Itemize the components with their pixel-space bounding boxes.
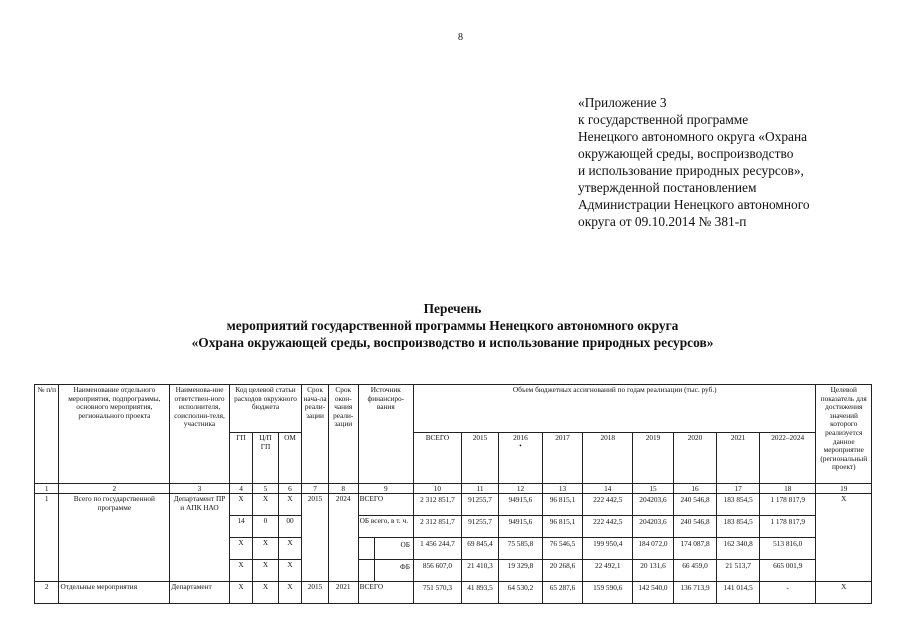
cell-value: 69 845,4	[461, 538, 498, 560]
cell-value: 222 442,5	[583, 516, 633, 538]
cell-value: 76 546,5	[542, 538, 582, 560]
cell-value: 665 001,9	[759, 560, 816, 582]
column-index: 9	[358, 484, 413, 494]
cell-value: -	[759, 582, 816, 604]
cell-value: 162 340,8	[717, 538, 760, 560]
cell-gp: 14	[229, 516, 252, 538]
cell-value: 141 014,5	[717, 582, 760, 604]
column-index: 4	[229, 484, 252, 494]
title-line: «Охрана окружающей среды, воспроизводство и использование природных ресурсов»	[191, 335, 714, 350]
cell-value: 199 950,4	[583, 538, 633, 560]
cell-value: 64 530,2	[499, 582, 543, 604]
column-index: 15	[633, 484, 673, 494]
cell-value: 1 178 817,9	[759, 516, 816, 538]
column-index: 11	[461, 484, 498, 494]
cell-value: 21 410,3	[461, 560, 498, 582]
header-year-2022-2024: 2022–2024	[759, 433, 816, 484]
cell-value: 222 442,5	[583, 494, 633, 516]
row-num: 2	[35, 582, 59, 604]
indent-divider	[374, 560, 375, 581]
cell-value: 94915,6	[499, 516, 543, 538]
cell-value: 856 607,0	[413, 560, 461, 582]
column-index: 8	[328, 484, 358, 494]
header-end: Срок окон-чания реали-зации	[328, 385, 358, 484]
appendix-line: окружающей среды, воспроизводство	[578, 146, 794, 161]
header-budget-code: Код целевой статьи расходов окружного бюджета	[229, 385, 301, 433]
cell-value: 19 329,8	[499, 560, 543, 582]
cell-value: 91255,7	[461, 516, 498, 538]
cell-value: 159 590,6	[583, 582, 633, 604]
column-index: 2	[59, 484, 170, 494]
cell-value: 136 713,9	[673, 582, 717, 604]
header-year-2019: 2019	[633, 433, 673, 484]
row-num: 1	[35, 494, 59, 582]
appendix-line: округа от 09.10.2014 № 381-п	[578, 214, 747, 229]
cell-value: 20 131,6	[633, 560, 673, 582]
cell-value: 65 287,6	[542, 582, 582, 604]
column-index: 1	[35, 484, 59, 494]
header-year-total: ВСЕГО	[413, 433, 461, 484]
row-name: Всего по государственной программе	[59, 494, 170, 582]
header-executor: Наименова-ние ответствен-ного исполнителя, соисполни-теля, участника	[170, 385, 230, 484]
header-year-2017: 2017	[542, 433, 582, 484]
indent-divider	[374, 538, 375, 559]
row-end: 2021	[328, 582, 358, 604]
appendix-line: Ненецкого автономного округа «Охрана	[578, 129, 808, 144]
header-cgp: Ц/П ГП	[253, 433, 279, 484]
page-number: 8	[458, 32, 463, 43]
column-index: 19	[816, 484, 872, 494]
cell-gp: Х	[229, 582, 252, 604]
cell-value: 66 459,0	[673, 560, 717, 582]
column-index: 13	[542, 484, 582, 494]
row-start: 2015	[302, 494, 329, 582]
row-end: 2024	[328, 494, 358, 582]
column-index: 7	[302, 484, 329, 494]
header-om: ОМ	[278, 433, 301, 484]
cell-source: ОБ всего, в т. ч.	[358, 516, 413, 538]
cell-cgp: Х	[253, 538, 279, 560]
cell-value: 240 546,8	[673, 516, 717, 538]
appendix-line: утвержденной постановлением	[578, 180, 757, 195]
cell-value: 183 854,5	[717, 516, 760, 538]
year-marker: •	[519, 441, 522, 450]
header-source: Источник финансиро-вания	[358, 385, 413, 484]
cell-value: 91255,7	[461, 494, 498, 516]
source-label: ОБ	[400, 540, 410, 549]
cell-value: 96 815,1	[542, 516, 582, 538]
cell-value: 2 312 851,7	[413, 494, 461, 516]
column-index: 10	[413, 484, 461, 494]
row-target: Х	[816, 582, 872, 604]
column-index: 3	[170, 484, 230, 494]
measures-table	[34, 384, 872, 604]
title-line: Перечень	[423, 301, 482, 316]
table-row	[35, 494, 872, 516]
header-year-2020: 2020	[673, 433, 717, 484]
header-year-2021: 2021	[717, 433, 760, 484]
appendix-line: к государственной программе	[578, 112, 749, 127]
cell-value: 94915,6	[499, 494, 543, 516]
cell-value: 1 456 244,7	[413, 538, 461, 560]
column-index: 6	[278, 484, 301, 494]
column-index: 16	[673, 484, 717, 494]
appendix-line: «Приложение 3	[578, 95, 667, 110]
document-title	[0, 300, 905, 351]
cell-source: ВСЕГО	[358, 494, 413, 516]
cell-value: 142 540,0	[633, 582, 673, 604]
year-label: 2016	[513, 433, 528, 442]
cell-om: Х	[278, 582, 301, 604]
cell-cgp: 0	[253, 516, 279, 538]
header-funding: Объем бюджетных ассигнований по годам реализации (тыс. руб.)	[413, 385, 816, 433]
cell-gp: Х	[229, 494, 252, 516]
cell-value: 204203,6	[633, 516, 673, 538]
header-year-2015: 2015	[461, 433, 498, 484]
cell-om: Х	[278, 560, 301, 582]
column-index-row	[35, 484, 872, 494]
appendix-line: и использование природных ресурсов»,	[578, 163, 804, 178]
cell-value: 174 087,8	[673, 538, 717, 560]
cell-value: 41 893,5	[461, 582, 498, 604]
header-year-2018: 2018	[583, 433, 633, 484]
cell-value: 75 585,8	[499, 538, 543, 560]
header-name: Наименование отдельного мероприятия, подпрограммы, основного мероприятия, регионального проекта	[59, 385, 170, 484]
header-target: Целевой показатель для достижения значений которого реализуется данное мероприятие (региональный проект)	[816, 385, 872, 484]
cell-source	[358, 560, 413, 582]
cell-value: 240 546,8	[673, 494, 717, 516]
cell-value: 2 312 851,7	[413, 516, 461, 538]
header-num: № п/п	[35, 385, 59, 484]
row-name: Отдельные мероприятия	[59, 582, 170, 604]
row-executor: Департамент ПР и АПК НАО	[170, 494, 230, 582]
cell-cgp: Х	[253, 560, 279, 582]
cell-om: 00	[278, 516, 301, 538]
cell-cgp: Х	[253, 582, 279, 604]
cell-value: 513 816,0	[759, 538, 816, 560]
cell-gp: Х	[229, 560, 252, 582]
cell-value: 21 513,7	[717, 560, 760, 582]
cell-source	[358, 538, 413, 560]
cell-value: 96 815,1	[542, 494, 582, 516]
cell-value: 751 570,3	[413, 582, 461, 604]
header-start: Срок нача-ла реали-зации	[302, 385, 329, 484]
title-line: мероприятий государственной программы Ненецкого автономного округа	[226, 318, 679, 333]
column-index: 5	[253, 484, 279, 494]
cell-om: Х	[278, 494, 301, 516]
column-index: 18	[759, 484, 816, 494]
cell-gp: Х	[229, 538, 252, 560]
row-start: 2015	[302, 582, 329, 604]
appendix-caption	[578, 94, 878, 230]
appendix-line: Администрации Ненецкого автономного	[578, 197, 810, 212]
header-year-2016	[499, 433, 543, 484]
header-gp: ГП	[229, 433, 252, 484]
cell-value: 183 854,5	[717, 494, 760, 516]
cell-om: Х	[278, 538, 301, 560]
table-row	[35, 582, 872, 604]
cell-value: 22 492,1	[583, 560, 633, 582]
cell-value: 184 072,0	[633, 538, 673, 560]
cell-value: 20 268,6	[542, 560, 582, 582]
cell-value: 1 178 817,9	[759, 494, 816, 516]
row-target: Х	[816, 494, 872, 582]
source-label: ФБ	[400, 562, 410, 571]
cell-value: 204203,6	[633, 494, 673, 516]
cell-cgp: Х	[253, 494, 279, 516]
row-executor: Департамент	[170, 582, 230, 604]
cell-source: ВСЕГО	[358, 582, 413, 604]
column-index: 14	[583, 484, 633, 494]
column-index: 17	[717, 484, 760, 494]
column-index: 12	[499, 484, 543, 494]
